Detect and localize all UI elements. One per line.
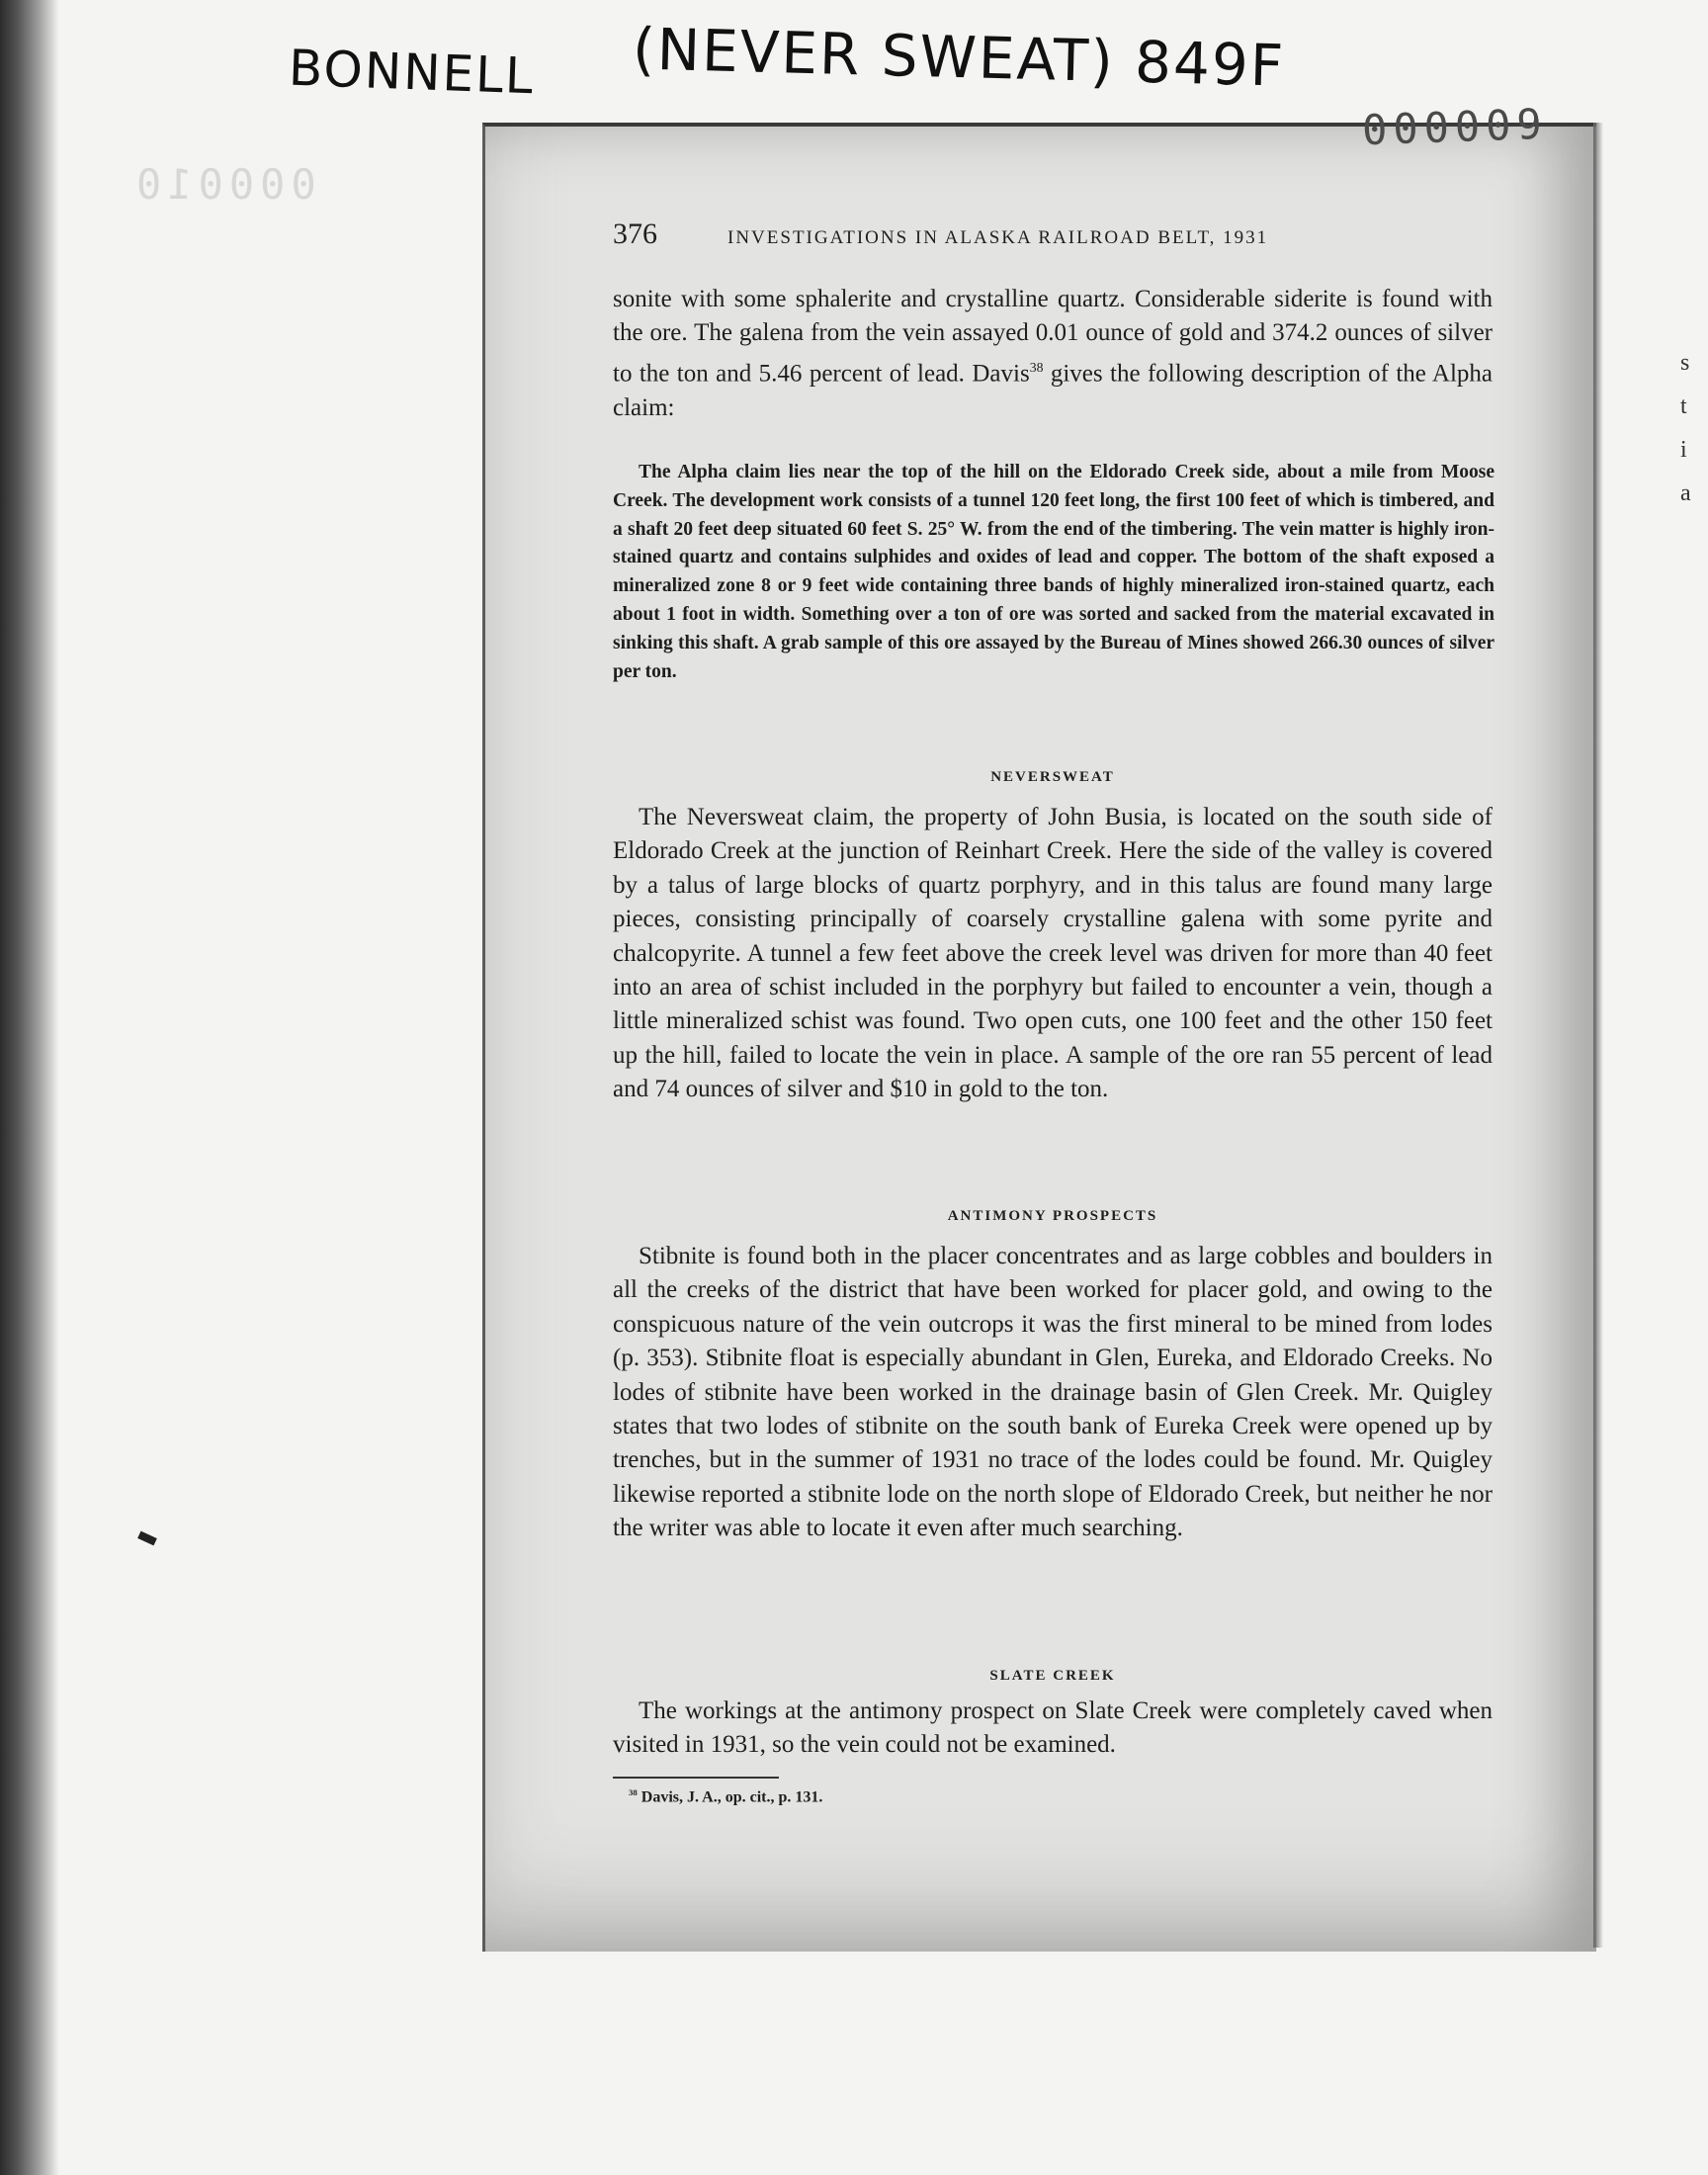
alpha-claim-quote: The Alpha claim lies near the top of the hill on the Eldorado Creek side, about a mile from Moose Creek. The development work consists of a tunnel 120 feet long, the first 100 feet of which is timbered, and a shaft 20 feet deep situated 60 feet S. 25° W. from the end of the timbering. The vein matter is highly iron-stained quartz and contains sulphides and oxides of lead and copper. The bottom of the shaft exposed a mineralized zone 8 or 9 feet wide containing three bands of highly mineralized iron-stained quartz, each about 1 foot in width. Something over a ton of ore was sorted and sacked from the material excavated in sinking this shaft. A grab sample of this ore assayed by the Bureau of Mines showed 266.30 ounces of silver per ton. [613, 462, 1494, 682]
footnote-rule [613, 1777, 779, 1779]
edge-char: i [1680, 437, 1687, 463]
section-heading-antimony: ANTIMONY PROSPECTS [947, 1208, 1158, 1224]
page-sheet-edge [1593, 123, 1603, 1948]
section-heading-slate-creek: SLATE CREEK [989, 1668, 1116, 1684]
page-number: 376 [613, 218, 657, 250]
intro-paragraph [613, 283, 1493, 425]
handwritten-claim-tag: (NEVER SWEAT) 849F [632, 15, 1287, 100]
adjacent-page-fragment [1680, 341, 1700, 515]
slate-creek-paragraph: The workings at the antimony prospect on Slate Creek were completely caved when visited in 1931, so the vein could not be examined. [613, 1697, 1493, 1759]
edge-char: a [1680, 480, 1691, 506]
intro-author: Davis [972, 360, 1030, 388]
intro-text: sonite with some sphalerite and crystalline quartz. Considerable siderite is found with the ore. The galena from the vein assayed 0.01 ounce of gold and 374.2 ounces of silver to the ton and 5.46 percent of lead. [613, 286, 1493, 388]
ghost-stamp-number: 000010 [130, 160, 316, 209]
footnote [629, 1787, 822, 1806]
footnote-text: Davis, J. A., op. cit., p. 131. [637, 1788, 823, 1806]
stamp-number: 000009 [1361, 99, 1549, 155]
edge-char: t [1680, 393, 1687, 419]
section-heading-neversweat: NEVERSWEAT [990, 769, 1115, 785]
running-head [613, 218, 1384, 257]
neversweat-paragraph: The Neversweat claim, the property of John Busia, is located on the south side of Eldorado Creek at the junction of Reinhart Creek. Here the side of the valley is covered by a talus of large blocks of quartz porphyry, and in this talus are found many large pieces, consisting principally of coarsely crystalline galena with some pyrite and chalcopyrite. A tunnel a few feet above the creek level was driven for more than 40 feet into an area of schist included in the porphyry but failed to encounter a vein, though a little mineralized schist was found. Two open cuts, one 100 feet and the other 150 feet up the hill, failed to locate the vein in place. A sample of the ore ran 55 percent of lead and 74 ounces of silver and $10 in gold to the ton. [613, 804, 1493, 1103]
antimony-paragraph: Stibnite is found both in the placer concentrates and as large cobbles and boulders in all the creeks of the district that have been worked for placer gold, and owing to the conspicuous nature of the vein outcrops it was the first mineral to be mined from lodes (p. 353). Stibnite float is especially abundant in Glen, Eureka, and Eldorado Creeks. No lodes of stibnite have been worked in the drainage basin of Glen Creek. Mr. Quigley states that two lodes of stibnite on the south bank of Eureka Creek were opened up by trenches, but in the summer of 1931 no trace of the lodes could be found. Mr. Quigley likewise reported a stibnite lode on the north slope of Eldorado Creek, but neither he nor the writer was able to locate it even after much searching. [613, 1243, 1493, 1542]
handwritten-name: BONNELL [288, 39, 536, 106]
footnote-marker: 38 [629, 1787, 638, 1797]
scan-mark [137, 1531, 157, 1546]
edge-char: s [1680, 350, 1690, 376]
footnote-ref: 38 [1029, 359, 1044, 375]
intro-text-end: gives the following description of the Alpha claim: [613, 360, 1494, 421]
binding-shadow [0, 0, 59, 2175]
running-title: INVESTIGATIONS IN ALASKA RAILROAD BELT, 1931 [727, 227, 1269, 248]
